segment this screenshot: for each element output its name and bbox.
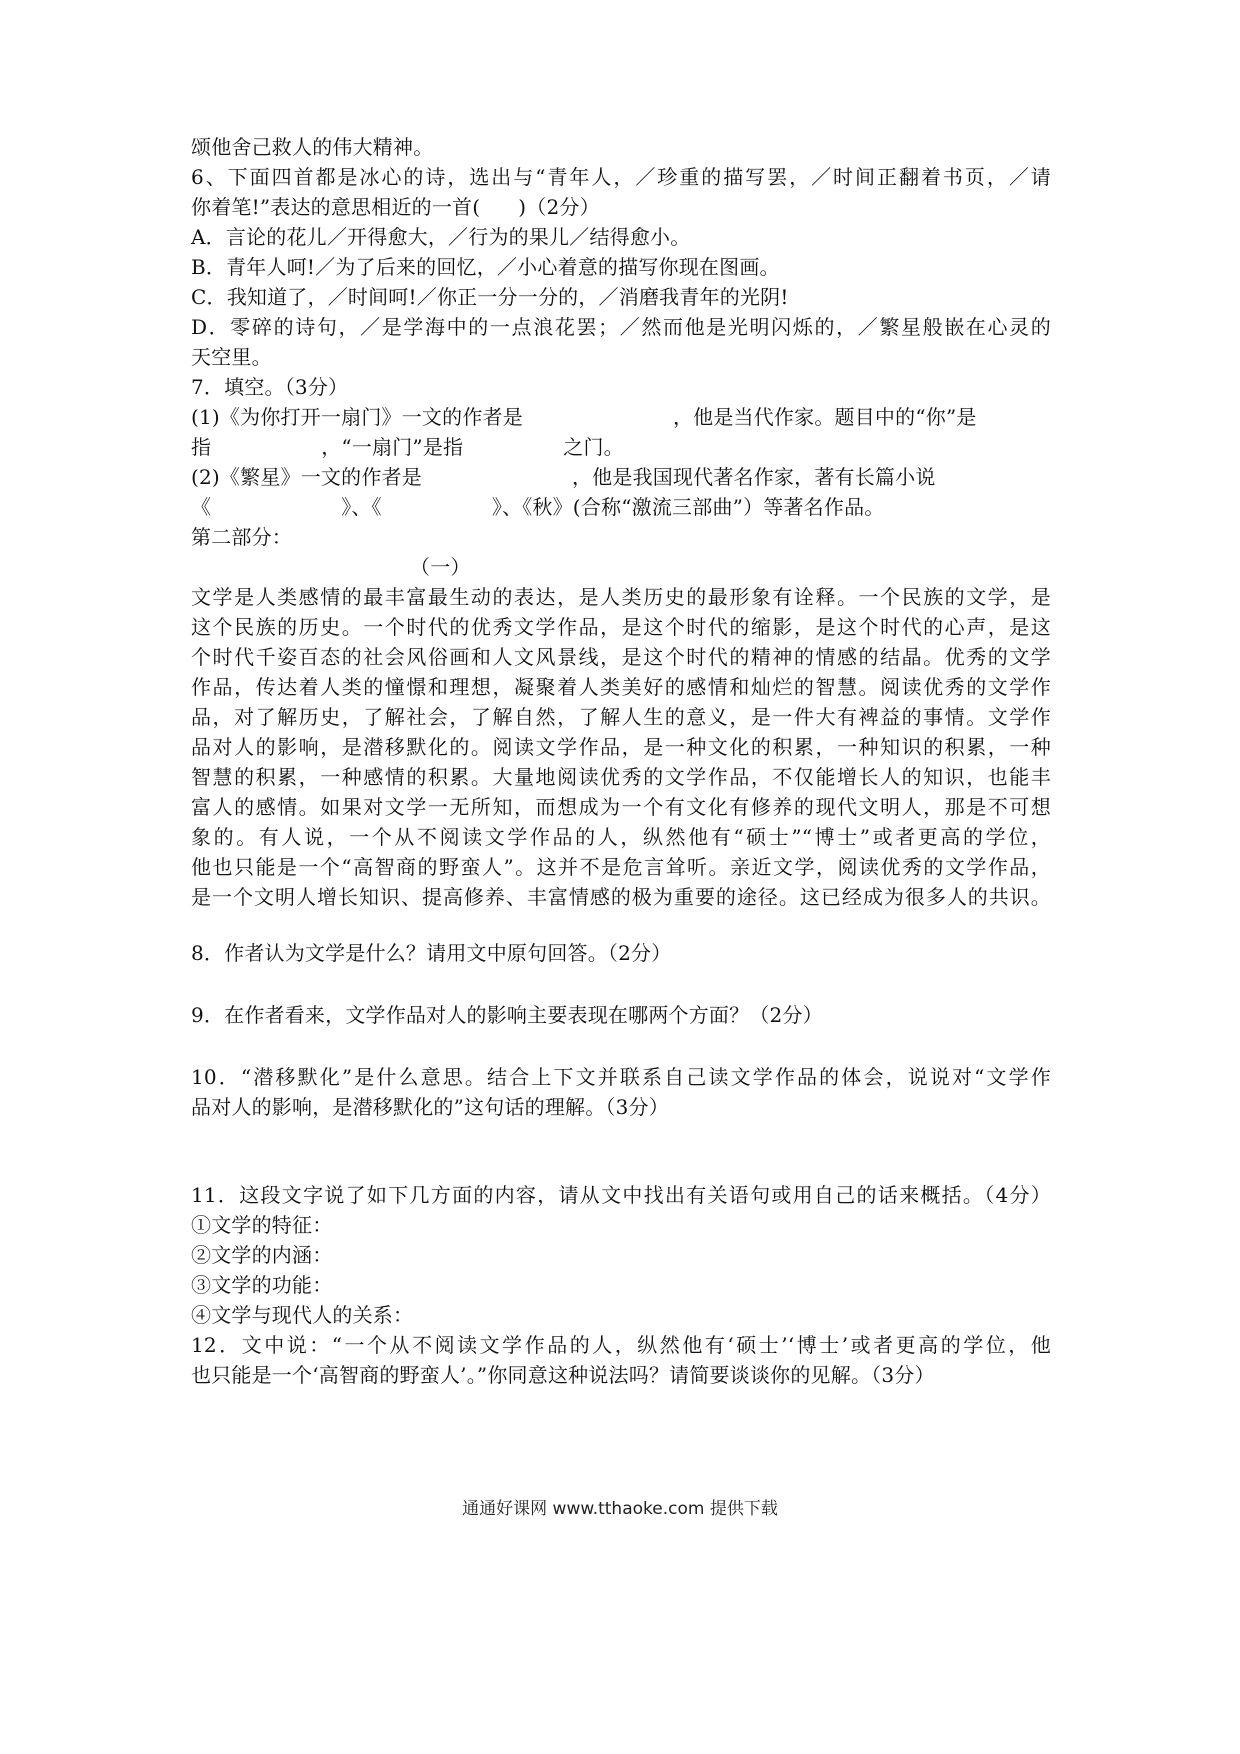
q6-stem-line1: 6、下面四首都是冰心的诗，选出与“青年人，／珍重的描写罢，／时间正翻着书页，／请 (191, 165, 1051, 189)
q7-part1-line2 (191, 432, 1051, 462)
q7-part2-c: 《 (191, 495, 212, 519)
part2-label: 第二部分： (191, 525, 292, 549)
q6-option-b: B．青年人呵!／为了后来的回忆，／小心着意的描写你现在图画。 (191, 255, 780, 279)
q7-title: 7．填空。（3分） (191, 375, 349, 399)
passage-line-3: 个时代千姿百态的社会风俗画和人文风景线，是这个时代的精神的情感的结晶。优秀的文学 (191, 645, 1051, 669)
q6-stem-line2 (191, 192, 1051, 222)
q6-option-d: D．零碎的诗句，／是学海中的一点浪花罢；／然而他是光明闪烁的，／繁星般嵌在心灵的 (191, 315, 1051, 339)
passage-line-5: 品，对了解历史，了解社会，了解自然，了解人生的意义，是一件大有裨益的事情。文学作 (191, 705, 1051, 729)
q6-option-d-cont: 天空里。 (191, 345, 272, 369)
section-heading: （一） (410, 555, 471, 579)
q6-option-c: C．我知道了，／时间呵!／你正一分一分的，／消磨我青年的光阴! (191, 285, 789, 309)
q6-score: )（2分） (518, 195, 600, 219)
passage-line-9: 象的。有人说，一个从不阅读文学作品的人，纵然他有“硕士”“博士”或者更高的学位， (191, 825, 1051, 849)
q7-part2-e: 》、《秋》(合称“激流三部曲”）等著名作品。 (491, 495, 885, 519)
q7-part1-e: 之门。 (563, 435, 624, 459)
question-12-line1: 12．文中说：“一个从不阅读文学作品的人，纵然他有‘硕士’‘博士’或者更高的学位，他 (191, 1333, 1051, 1357)
q7-part1-b: ，他是当代作家。题目中的“你”是 (672, 405, 977, 429)
passage-line-8: 富人的感情。如果对文学一无所知，而想成为一个有文化有修养的现代文明人，那是不可想 (191, 795, 1051, 819)
question-11-item-4: ④文学与现代人的关系： (191, 1303, 414, 1327)
q7-part2-b: ，他是我国现代著名作家，著有长篇小说 (571, 465, 936, 489)
question-9: 9．在作者看来，文学作品对人的影响主要表现在哪两个方面？（2分） (191, 1003, 823, 1027)
q7-part1-d: ，“一扇门”是指 (321, 435, 464, 459)
page-footer: 通通好课网 www.tthaoke.com 提供下载 (462, 1499, 778, 1519)
q7-part2-line2 (191, 492, 1051, 522)
question-10-line1: 10．“潜移默化”是什么意思。结合上下文并联系自己读文学作品的体会，说说对“文学作 (191, 1065, 1051, 1089)
q6-option-a: A．言论的花儿／开得愈大，／行为的果儿／结得愈小。 (191, 225, 691, 249)
question-11-item-3: ③文学的功能： (191, 1273, 333, 1297)
question-11-item-2: ②文学的内涵： (191, 1243, 333, 1267)
question-10-line2: 品对人的影响，是潜移默化的”这句话的理解。（3分） (191, 1095, 669, 1119)
passage-line-1: 文学是人类感情的最丰富最生动的表达，是人类历史的最形象有诠释。一个民族的文学，是 (191, 585, 1051, 609)
question-11-stem: 11．这段文字说了如下几方面的内容，请从文中找出有关语句或用自己的话来概括。（4分） (191, 1183, 1051, 1207)
q7-part1-c: 指 (191, 435, 212, 459)
q7-part2-line1 (191, 462, 1051, 492)
passage-line-4: 作品，传达着人类的憧憬和理想，凝聚着人类美好的感情和灿烂的智慧。阅读优秀的文学作 (191, 675, 1051, 699)
q6-stem-text: 你着笔!”表达的意思相近的一首( (191, 195, 481, 219)
q7-part1-line1 (191, 402, 1051, 432)
passage-line-6: 品对人的影响，是潜移默化的。阅读文学作品，是一种文化的积累，一种知识的积累，一种 (191, 735, 1051, 759)
passage-line-7: 智慧的积累，一种感情的积累。大量地阅读优秀的文学作品，不仅能增长人的知识，也能丰 (191, 765, 1051, 789)
passage-line-2: 这个民族的历史。一个时代的优秀文学作品，是这个时代的缩影，是这个时代的心声，是这 (191, 615, 1051, 639)
question-8: 8．作者认为文学是什么？请用文中原句回答。（2分） (191, 941, 672, 965)
q7-part1-a: (1)《为你打开一扇门》一文的作者是 (191, 405, 523, 429)
q5-tail: 颂他舍己救人的伟大精神。 (191, 135, 434, 159)
q7-part2-d: 》、《 (341, 495, 382, 519)
passage-line-10: 他也只能是一个“高智商的野蛮人”。这并不是危言耸听。亲近文学，阅读优秀的文学作品， (191, 855, 1051, 879)
q7-part2-a: (2)《繁星》一文的作者是 (191, 465, 422, 489)
question-11-item-1: ①文学的特征： (191, 1213, 333, 1237)
question-12-line2: 也只能是一个‘高智商的野蛮人’。”你同意这种说法吗？请简要谈谈你的见解。（3分） (191, 1363, 935, 1387)
passage-line-11: 是一个文明人增长知识、提高修养、丰富情感的极为重要的途径。这已经成为很多人的共识。 (191, 885, 1051, 909)
